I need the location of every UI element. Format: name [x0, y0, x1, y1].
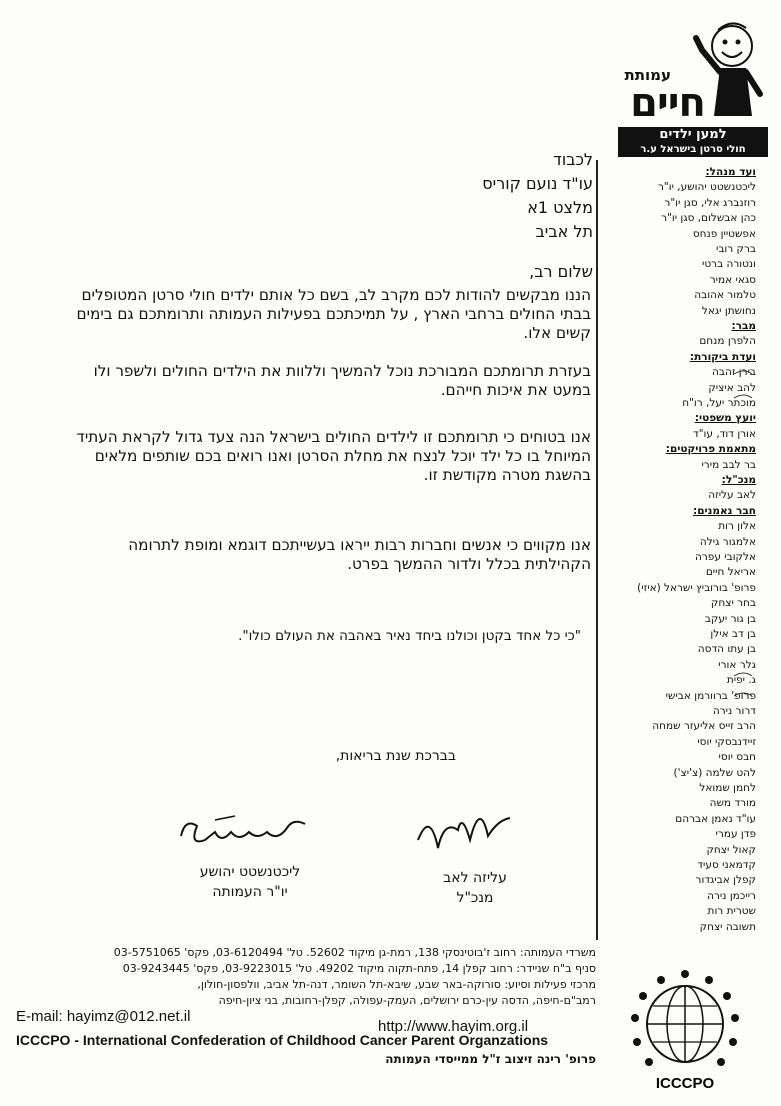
- sidebar-member: בן גור יעקב: [704, 612, 756, 625]
- sidebar-member: תשובה יצחק: [699, 920, 756, 933]
- paragraph-thanks: הננו מבקשים להודות לכם מקרב לב, בשם כל אותם ילדים חולי סרטן המטופלים בבתי החולים ברחבי הארץ , על תמיכתכם בפעילות העמותה ותרומתכם גם בימים קשים אלו.: [76, 286, 591, 342]
- sidebar-section-heading: חבר נאמנים:: [693, 504, 756, 517]
- logo-subtitle-2: חולי סרטן בישראל ע.ר: [618, 143, 768, 157]
- sidebar-member: קפלן אביגדור: [695, 874, 756, 887]
- motto-quote: "כי כל אחד בקטן וכולנו ביחד נאיר באהבה את העולם כולו".: [238, 628, 581, 644]
- sidebar-member: טלמור אהובה: [694, 289, 756, 302]
- sidebar-member: אריאל חיים: [705, 566, 756, 579]
- sidebar-member: רוזנברג אלי, סגן יו"ר: [664, 196, 756, 209]
- sidebar-member: פרופ' בורוביץ ישראל (איזי): [637, 581, 756, 594]
- ceo-title: מנכ"ל: [456, 890, 494, 906]
- footer-website-link[interactable]: http://www.hayim.org.il: [378, 1018, 529, 1035]
- sidebar-section-heading: מתאמת פרויקטים:: [665, 443, 756, 456]
- sidebar-member: הלפרן מנחם: [699, 335, 756, 348]
- sidebar-member: ג. יפית: [726, 674, 756, 687]
- addressee-salutation: לכבוד: [553, 150, 593, 169]
- logo-amutat-label: עמותת: [624, 66, 671, 84]
- sidebar-member: חבס יוסי: [718, 751, 756, 764]
- addressee-city: תל אביב: [535, 222, 593, 241]
- sidebar-member: בחר יצחק: [710, 597, 756, 610]
- sidebar-member: אלמגור גילה: [699, 535, 756, 548]
- footer-icccpo-line: ICCCPO - International Confederation of Childhood Cancer Parent Organzations: [16, 1032, 549, 1048]
- sidebar-member: גלר אורי: [718, 658, 756, 671]
- sidebar-member: קאול יצחק: [706, 843, 756, 856]
- sidebar-member: בן דב אילן: [710, 628, 756, 640]
- addressee-name: עו"ד נועם קוריס: [482, 174, 593, 193]
- footer-activity-centers-2: רמב"ם-חיפה, הדסה עין-כרם ירושלים, העמק-עפולה, קפלן-רחובות, בני ציון-חיפה: [218, 994, 596, 1007]
- icccpo-globe-icon: [605, 960, 765, 1100]
- sidebar-member: עו"ד נאמן אברהם: [675, 812, 756, 825]
- sidebar-member: לאב עליזה: [708, 489, 756, 502]
- sidebar-section-heading: מנכ"ל:: [721, 474, 756, 486]
- sidebar-member: דרור נירה: [712, 705, 756, 717]
- sidebar-section-heading: מבר:: [731, 320, 756, 332]
- addressee-street: מלצט 1א: [527, 198, 593, 217]
- sidebar-member: בירן זהבה: [712, 366, 756, 379]
- signature-ceo: [410, 800, 520, 860]
- sidebar-member: ברק רובי: [716, 243, 756, 255]
- sidebar-member: שטרית רות: [707, 905, 756, 918]
- footer-activity-centers: מרכזי פעילות וסיוע: סורוקה-באר שבע, שיבא-תל השומר, דנה-תל אביב, וולפסון-חולון,: [197, 978, 596, 991]
- sidebar-member: הרב זייס אליעזר שמחה: [652, 720, 756, 733]
- sidebar-section-heading: ועדת ביקורת:: [689, 350, 756, 363]
- sidebar-member: ונטורה ברטי: [701, 258, 756, 271]
- sidebar-member: סגאי אמיר: [709, 273, 756, 286]
- greeting: שלום רב,: [529, 262, 593, 281]
- footer-office-address: משרדי העמותה: רחוב ז'בוטינסקי 138, רמת-גן מיקוד 52602. טל' 03-6120494, פקס' 03-5751065: [113, 946, 596, 959]
- sidebar-member: מורד משה: [709, 797, 756, 810]
- sidebar-member: אורן דוד, עו"ד: [693, 427, 756, 440]
- sidebar-member: אלון רות: [718, 520, 756, 533]
- icccpo-emblem-text: ICCCPO: [655, 1075, 715, 1092]
- closing: בברכת שנת בריאות,: [335, 748, 456, 764]
- sidebar-member: פדן עמרי: [715, 828, 756, 841]
- ceo-name: עליזה לאב: [443, 870, 507, 886]
- sidebar-member: להב איציק: [708, 381, 756, 394]
- sidebar-member: להט שלמה (צ'יצ'): [673, 766, 756, 779]
- sidebar-member: לחמן שמואל: [699, 782, 756, 794]
- sidebar-member: מוכתר יעל, רו"ח: [682, 397, 756, 409]
- margin-marks: [732, 368, 754, 708]
- sidebar-member: רייכמן נירה: [707, 889, 756, 902]
- chairman-name: ליכטנשטט יהושע: [199, 864, 301, 880]
- logo-name: חיים: [630, 80, 705, 126]
- paragraph-future: אנו בטוחים כי תרומתכם זו לילדים החולים בישראל הנה צעד גדול לקראת העתיד המיוחל בו כל ילד יוכל לנצח את מחלת הסרטן ואנו רואים בכם שותפים מלאים בהשגת מטרה מקודשת זו.: [76, 428, 591, 484]
- letterhead-footer: [0, 940, 781, 1106]
- sidebar-member: ליכטנשטט יהושע, יו"ר: [658, 181, 756, 194]
- signature-chairman: [175, 810, 315, 855]
- sidebar-member: פרופ' ברוורמן אבישי: [665, 689, 756, 702]
- sidebar-section-heading: ועד מנהל:: [705, 166, 756, 178]
- footer-email-link[interactable]: E-mail: hayimz@012.net.il: [16, 1008, 191, 1025]
- sidebar-member: נחושתן יגאל: [701, 304, 756, 317]
- sidebar-member: כהן אבשלום, סגן יו"ר: [661, 212, 756, 225]
- sidebar-member: קדמאני סעיד: [697, 859, 756, 871]
- sidebar-member: אלקובי עפרה: [695, 551, 756, 563]
- footer-branch-address: סניף ב"ח שניידר: רחוב קפלן 14, פתח-תקוה מיקוד 49202. טל' 03-9223015, פקס' 03-9243445: [122, 962, 596, 975]
- logo-subtitle: למען ילדים: [618, 127, 768, 143]
- sidebar-member: בן עתו הדסה: [697, 643, 756, 656]
- footer-founder: פרופ' רינה זיצוב ז"ל ממייסדי העמותה: [385, 1052, 596, 1066]
- paragraph-donation: בעזרת תרומתכם המבורכת נוכל להמשיך וללוות את הילדים החולים ולשפר ולו במעט את איכות חייהם.: [93, 362, 591, 399]
- sidebar-member: בר לבב מירי: [701, 458, 756, 471]
- sidebar-section-heading: יועץ משפטי:: [694, 412, 756, 425]
- sidebar-member: אפשטיין פנחס: [692, 227, 756, 240]
- paragraph-hope: אנו מקווים כי אנשים וחברות רבות ייראו בעשייתכם דוגמא ומופת לתרומה הקהילתית בכלל ולדור ההמשך בפרט.: [128, 536, 591, 573]
- chairman-title: יו"ר העמותה: [212, 884, 288, 900]
- sidebar-member: זיידנבסקי יוסי: [697, 735, 756, 748]
